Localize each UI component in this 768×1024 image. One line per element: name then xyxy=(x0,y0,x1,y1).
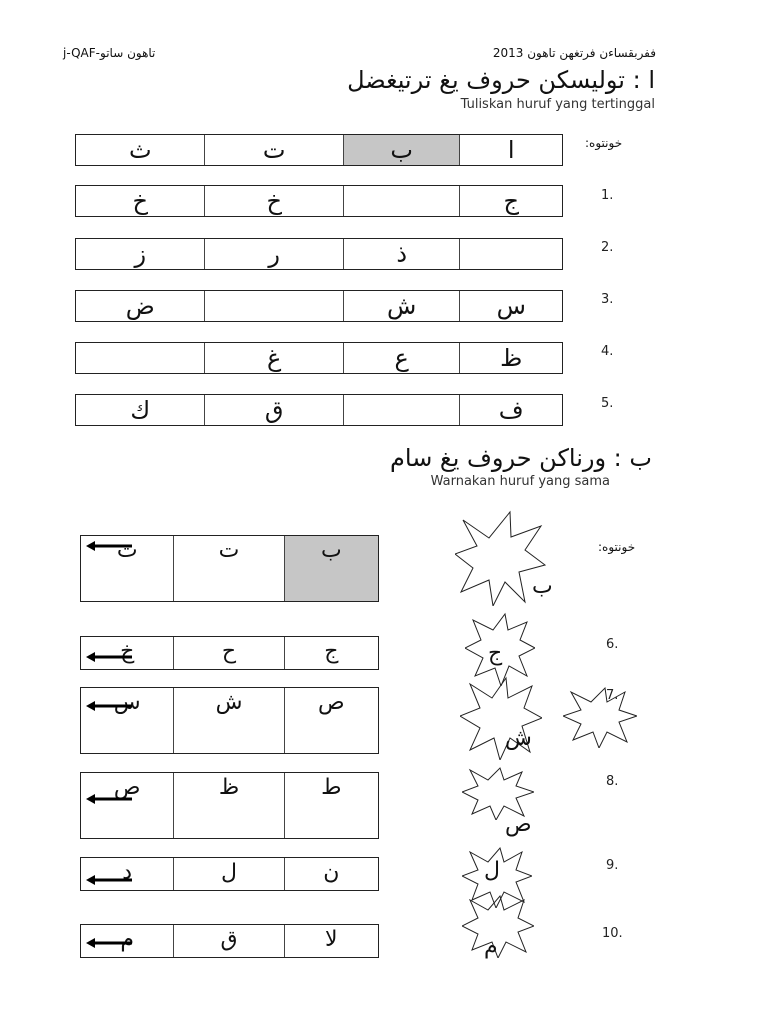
letter-cell: ت xyxy=(204,135,342,165)
letter-cell: ا xyxy=(459,135,562,165)
letter-text: ح xyxy=(221,639,237,664)
question-number: 7. xyxy=(606,688,619,703)
letter-cell[interactable] xyxy=(173,858,283,890)
letter-cell-highlighted xyxy=(284,536,378,601)
letter-cell[interactable]: ع xyxy=(343,343,460,373)
letter-cell-highlighted: ب xyxy=(343,135,460,165)
letter-cell[interactable]: غ xyxy=(204,343,342,373)
letter-cell xyxy=(81,536,173,601)
letter-text: ق xyxy=(220,927,238,952)
letter-text: ش xyxy=(215,690,243,715)
question-letter-grid xyxy=(75,185,563,217)
question-letter-grid xyxy=(75,394,563,426)
letter-cell[interactable] xyxy=(173,688,283,753)
letter-cell[interactable] xyxy=(284,773,378,838)
blank-answer-cell[interactable] xyxy=(76,343,204,373)
letter-cell[interactable]: ذ xyxy=(343,239,460,269)
starburst-letter: ج xyxy=(488,641,503,666)
section-a-subtitle: Tuliskan huruf yang tertinggal xyxy=(460,97,655,112)
header-right-text: ففربقساءن فرتغهن تاهون 2013 xyxy=(492,46,656,60)
letter-cell[interactable]: ش xyxy=(343,291,460,321)
arrow-left-icon xyxy=(86,937,134,949)
header-left-text: j-QAF-تاهون ساتو xyxy=(63,46,156,60)
letter-cell[interactable]: ج xyxy=(459,186,562,216)
letter-cell[interactable]: ق xyxy=(204,395,342,425)
blank-answer-cell[interactable] xyxy=(343,395,460,425)
starburst-icon xyxy=(462,894,534,958)
section-a-title: ا : توليسكن حروف يغ ترتيغضل xyxy=(347,66,655,94)
letter-text: ص xyxy=(113,775,141,800)
letter-text: خ xyxy=(120,639,135,664)
letter-text: ن xyxy=(323,860,340,885)
letter-cell[interactable] xyxy=(81,688,173,753)
letter-text: ت xyxy=(218,538,240,563)
letter-text: ظ xyxy=(218,775,240,800)
letter-text: ث xyxy=(116,538,138,563)
starburst-letter: ل xyxy=(484,858,500,883)
letter-text: ص xyxy=(318,690,345,715)
letter-cell[interactable]: ر xyxy=(204,239,342,269)
letter-cell xyxy=(173,536,283,601)
letter-cell[interactable]: خ xyxy=(132,187,148,215)
match-letter-grid xyxy=(80,772,379,839)
section-b-subtitle: Warnakan huruf yang sama xyxy=(430,474,610,489)
letter-cell[interactable] xyxy=(173,925,283,957)
letter-cell[interactable]: ض xyxy=(125,292,155,320)
question-number: 9. xyxy=(606,858,619,873)
starburst-letter: م xyxy=(484,934,498,959)
letter-cell[interactable] xyxy=(81,637,173,669)
question-number: 6. xyxy=(606,637,619,652)
letter-cell[interactable] xyxy=(173,637,283,669)
question-number: 8. xyxy=(606,774,619,789)
letter-cell[interactable] xyxy=(284,858,378,890)
letter-text: ب xyxy=(320,538,342,563)
letter-cell[interactable] xyxy=(284,925,378,957)
letter-cell[interactable] xyxy=(81,858,173,890)
letter-cell[interactable] xyxy=(81,925,173,957)
arrow-left-icon xyxy=(86,700,134,712)
question-letter-grid xyxy=(75,342,563,374)
starburst-letter: ش xyxy=(505,726,532,751)
starburst-letter: ب xyxy=(532,574,553,599)
letter-cell[interactable]: س xyxy=(459,291,562,321)
question-letter-grid xyxy=(75,290,563,322)
question-number: 2. xyxy=(601,240,614,255)
match-letter-grid xyxy=(80,636,379,670)
letter-text: م xyxy=(120,927,134,952)
question-number: 1. xyxy=(601,188,614,203)
section-a-example-label: خونتوه: xyxy=(585,136,623,150)
arrow-left-icon xyxy=(86,874,134,886)
letter-cell[interactable]: ف xyxy=(459,395,562,425)
letter-cell[interactable] xyxy=(81,773,173,838)
letter-text: ل xyxy=(221,860,237,885)
letter-text: ط xyxy=(321,775,342,800)
letter-cell: ث xyxy=(128,136,152,164)
section-b-example-label: خونتوه: xyxy=(598,540,636,554)
letter-text: س xyxy=(113,690,141,715)
arrow-left-icon xyxy=(86,793,134,805)
question-number: 4. xyxy=(601,344,614,359)
question-number: 3. xyxy=(601,292,614,307)
letter-text: لا xyxy=(325,927,338,952)
letter-cell[interactable]: ز xyxy=(134,240,147,268)
section-b-title: ب : ورناكن حروف يغ سام xyxy=(390,444,652,472)
question-letter-grid xyxy=(75,238,563,270)
letter-cell[interactable] xyxy=(284,637,378,669)
match-letter-grid xyxy=(80,857,379,891)
letter-cell[interactable] xyxy=(173,773,283,838)
starburst-icon xyxy=(563,686,637,748)
blank-answer-cell[interactable] xyxy=(343,186,460,216)
arrow-left-icon xyxy=(86,540,134,552)
arrow-left-icon xyxy=(86,651,134,663)
letter-cell[interactable]: خ xyxy=(204,186,342,216)
blank-answer-cell[interactable] xyxy=(459,239,562,269)
letter-cell[interactable]: ظ xyxy=(459,343,562,373)
letter-cell[interactable]: ك xyxy=(130,396,151,424)
example-letter-grid xyxy=(75,134,563,166)
letter-cell[interactable] xyxy=(284,688,378,753)
match-letter-grid xyxy=(80,687,379,754)
starburst-letter: ص xyxy=(505,812,532,837)
blank-answer-cell[interactable] xyxy=(204,291,342,321)
question-number: 5. xyxy=(601,396,614,411)
letter-text: د xyxy=(122,860,133,885)
letter-text: ج xyxy=(324,639,339,664)
match-letter-grid xyxy=(80,924,379,958)
question-number: 10. xyxy=(602,926,623,941)
example-match-grid xyxy=(80,535,379,602)
